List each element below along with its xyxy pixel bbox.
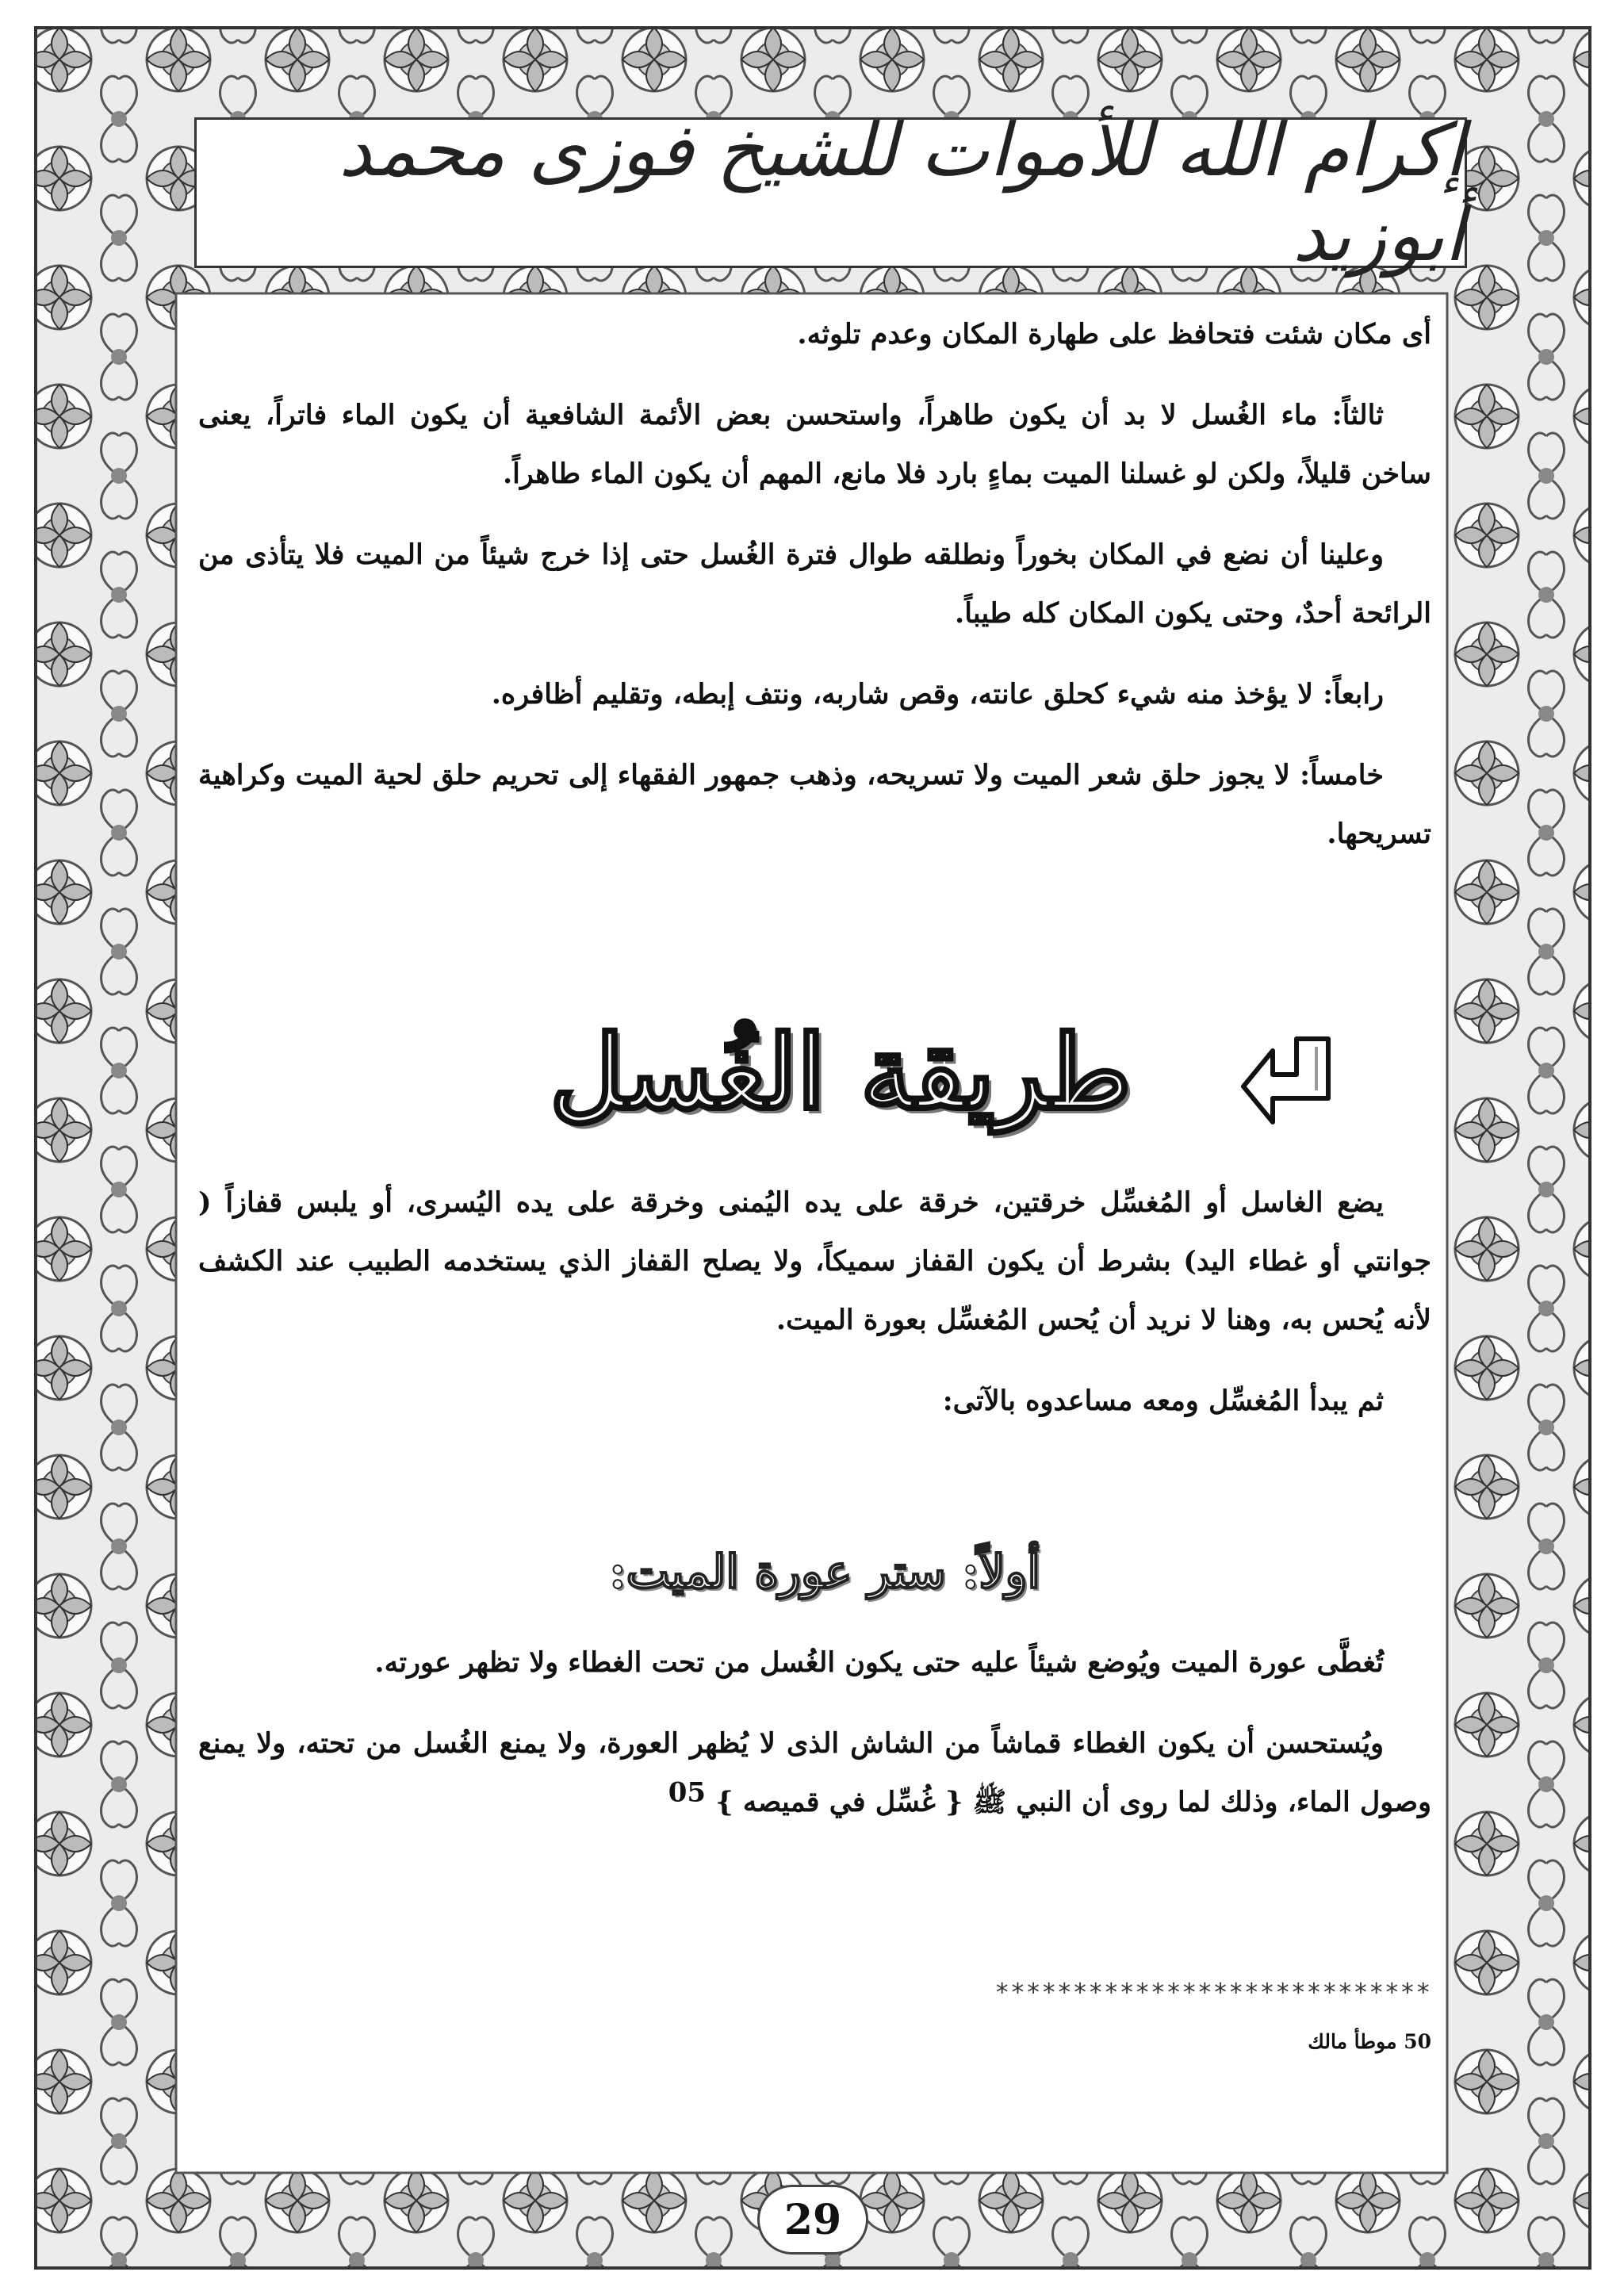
hooked-arrow-icon — [1237, 1031, 1336, 1134]
paragraph-9 — [198, 1714, 1431, 1832]
paragraph-7: ثم يبدأ المُغسِّل ومعه مساعدوه بالآتى: — [942, 1385, 1384, 1417]
paragraph-6: يضع الغاسل أو المُغسِّل خرقتين، خرقة على يده اليُمنى وخرقة على يده اليُسرى، أو يلبس قفازاً ( جوانتي أو غطاء اليد) بشرط أن يكون القفاز سميكاً، ولا يصلح القفاز الذي يستخدمه الطبيب عند الكشف لأنه يُحس به، وهنا لا نريد أن يُحس المُغسِّل بعورة الميت. — [198, 1186, 1431, 1336]
main-text-2 — [198, 1174, 1431, 1453]
main-text-3 — [198, 1634, 1431, 1854]
paragraph-9-text: ويُستحسن أن يكون الغطاء قماشاً من الشاش الذى لا يُظهر العورة، ولا يمنع الغُسل من تحته، ولا يمنع وصول الماء، وذلك لما روى أن النبي ﷺ { غُسِّل في قميصه } — [198, 1727, 1431, 1818]
page-number-badge — [757, 2185, 868, 2255]
paragraph-1: أى مكان شئت فتحافظ على طهارة المكان وعدم تلوثه. — [797, 318, 1431, 351]
page-number: 29 — [783, 2195, 842, 2244]
footnote-separator: **************************** — [994, 1979, 1431, 2007]
section-heading — [476, 1006, 1205, 1140]
footnote-text: 50 موطأ مالك — [1308, 2030, 1431, 2053]
paragraph-3: وعلينا أن نضع في المكان بخوراً ونطلقه طوال فترة الغُسل حتى إذا خرج شيئاً من الميت فلا يتأذى من الرائحة أحدٌ، وحتى يكون المكان كله طيباً. — [198, 538, 1431, 630]
page-title: إكرام الله للأموات للشيخ فوزى محمد أبوزيد — [339, 108, 1465, 278]
sub-heading: أولاً: ستر عورة الميت: — [609, 1545, 1040, 1599]
paragraph-2: ثالثاً: ماء الغُسل لا بد أن يكون طاهراً، واستحسن بعض الأئمة الشافعية أن يكون الماء فاتراً، يعنى ساخن قليلاً، ولكن لو غسلنا الميت بماءٍ بارد فلا مانع، المهم أن يكون الماء طاهراً. — [198, 399, 1431, 490]
paragraph-8: تُغطَّى عورة الميت ويُوضع شيئاً عليه حتى يكون الغُسل من تحت الغطاء ولا تظهر عورته. — [374, 1646, 1384, 1679]
footnote-reference[interactable]: 05 — [668, 1776, 707, 1809]
main-text — [198, 305, 1431, 886]
paragraph-4: رابعاً: لا يؤخذ منه شيء كحلق عانته، وقص شاربه، ونتف إبطه، وتقليم أظافره. — [491, 678, 1384, 711]
header-title-box — [194, 108, 1467, 278]
section-heading-text: طريقة الغُسل — [550, 1013, 1132, 1132]
paragraph-5: خامساً: لا يجوز حلق شعر الميت ولا تسريحه، وذهب جمهور الفقهاء إلى تحريم حلق لحية الميت وكراهية تسريحها. — [198, 759, 1431, 850]
